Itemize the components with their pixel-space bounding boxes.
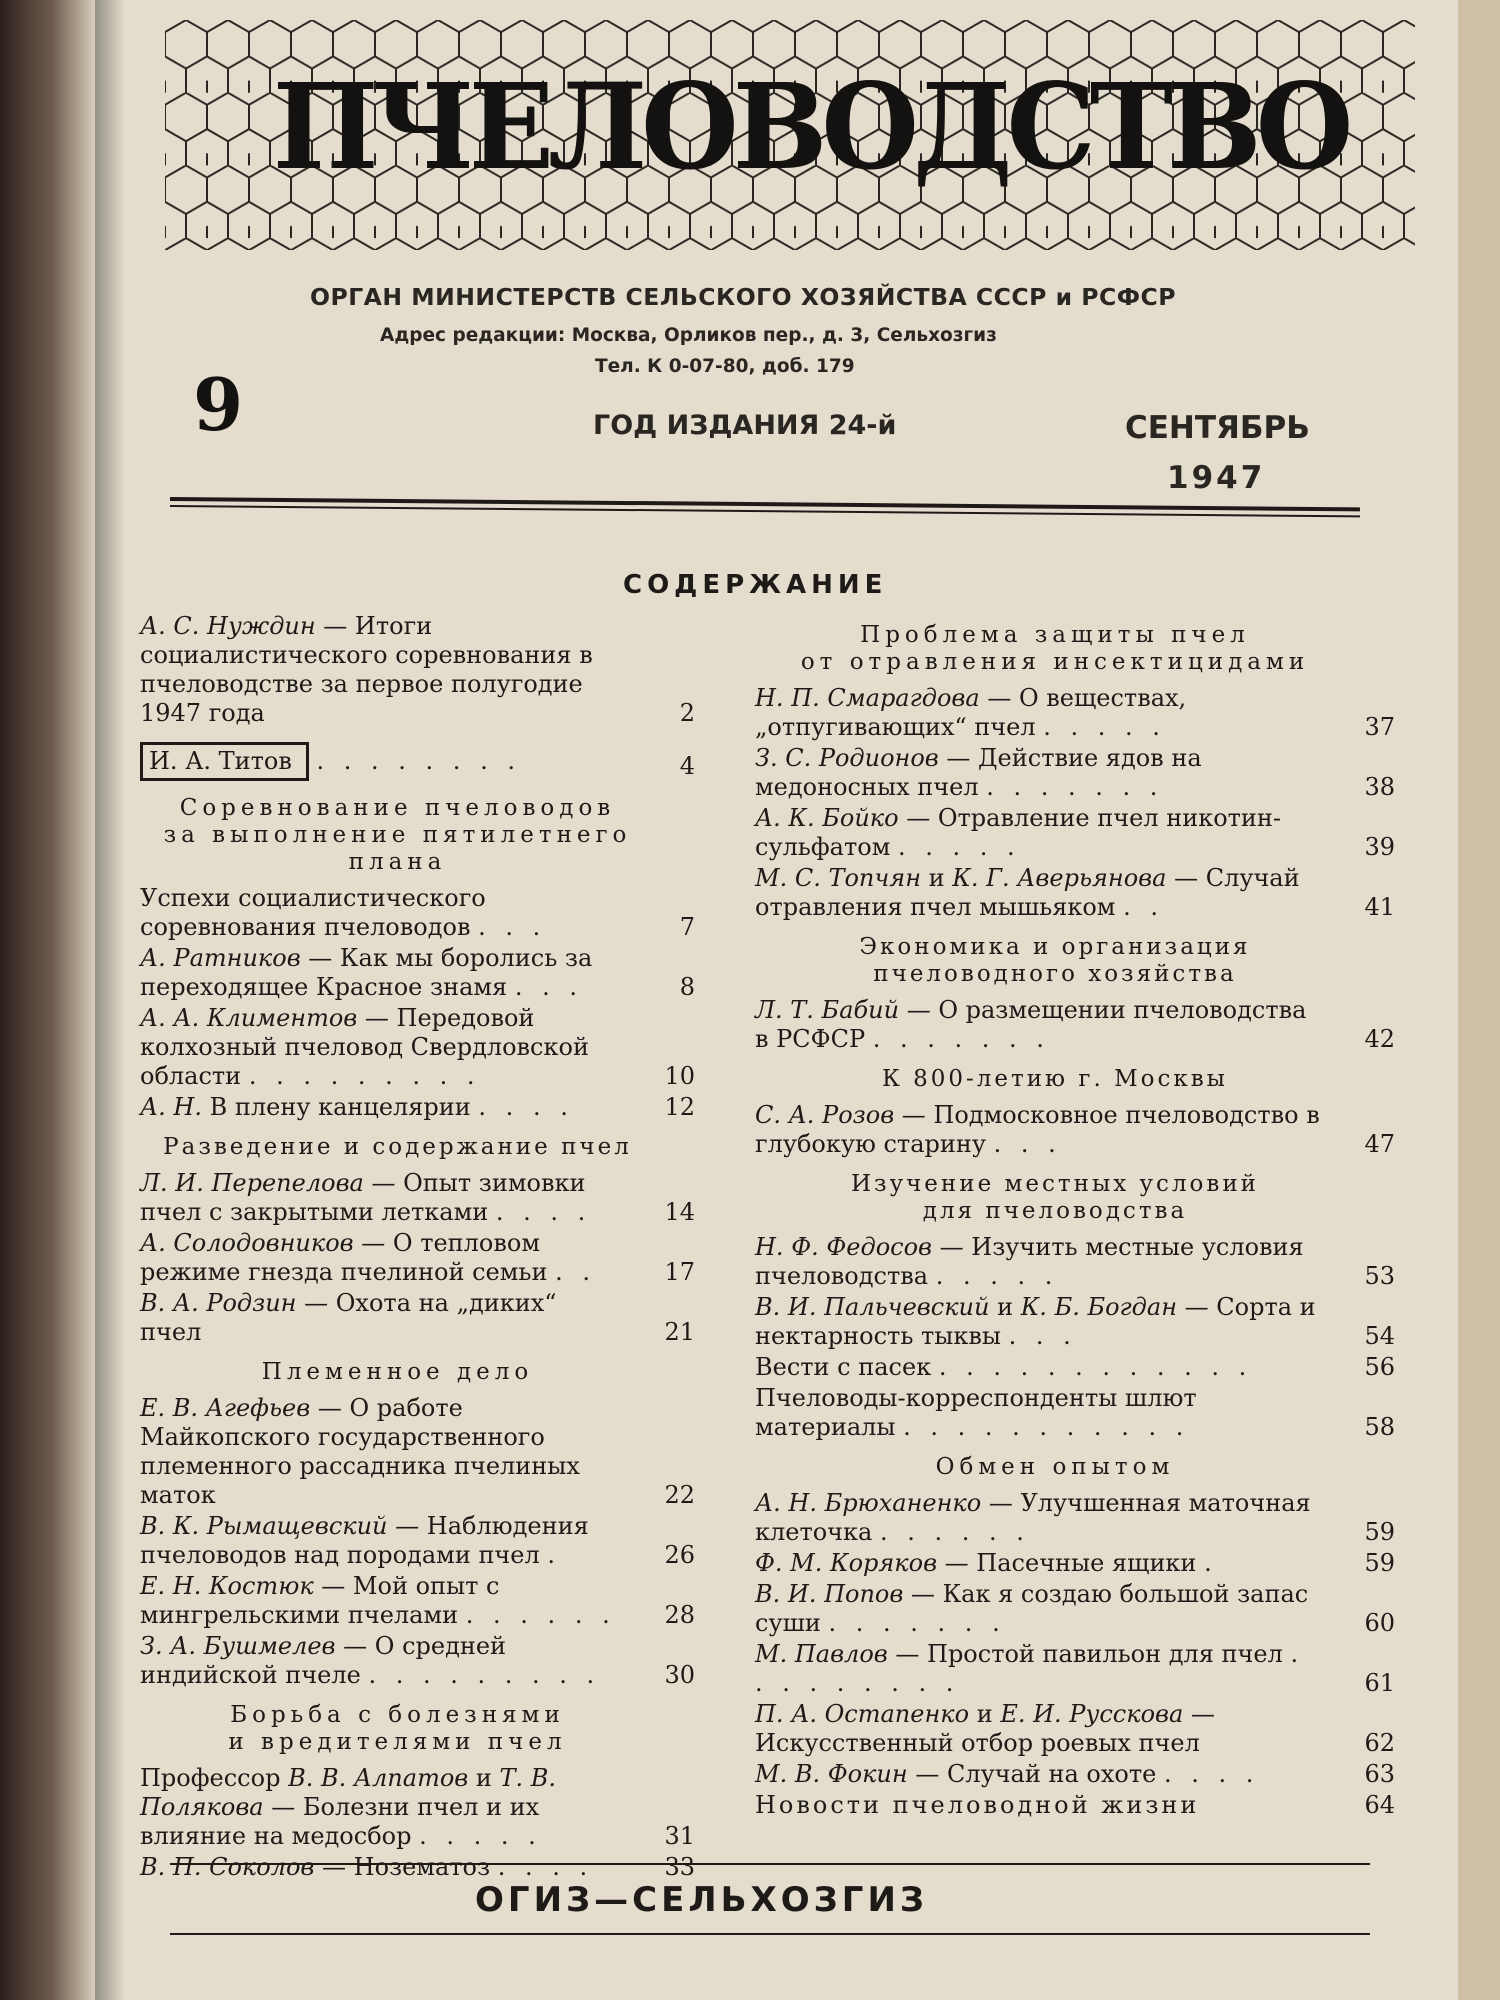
- toc-page: 4: [679, 752, 695, 780]
- page-gutter-shadow: [95, 0, 125, 2000]
- toc-page: 41: [1364, 893, 1395, 921]
- toc-entry[interactable]: М. Павлов — Простой павильон для пчел . . . . . . . . . 61: [755, 1640, 1395, 1697]
- toc-entry[interactable]: З. С. Родионов — Действие ядов на медоносных пчел . . . . . . . 38: [755, 744, 1395, 801]
- toc-page: 37: [1364, 713, 1395, 741]
- publisher-name: ОГИЗ—СЕЛЬХОЗГИЗ: [475, 1880, 929, 1920]
- toc-page: 8: [679, 973, 695, 1001]
- page-edge: [1458, 0, 1500, 2000]
- toc-page: 7: [679, 913, 695, 941]
- toc-entry[interactable]: Е. В. Агефьев — О работе Майкопского государственного племенного рассадника пчелиных маток 22: [140, 1394, 695, 1509]
- toc-page: 59: [1364, 1549, 1395, 1577]
- toc-section-heading: Борьба с болезнями и вредителями пчел: [228, 1702, 567, 1755]
- toc-page: 12: [664, 1093, 695, 1121]
- toc-page: 39: [1364, 833, 1395, 861]
- toc-left-column: [140, 612, 695, 1884]
- toc-page: 17: [664, 1258, 695, 1286]
- toc-entry[interactable]: А. Солодовников — О тепловом режиме гнезда пчелиной семьи . . 17: [140, 1229, 695, 1286]
- toc-title: Успехи социалистического соревнования пчеловодов: [140, 884, 486, 941]
- toc-entry[interactable]: Новости пчеловодной жизни 64: [755, 1791, 1395, 1819]
- toc-entry[interactable]: Вести с пасек . . . . . . . . . . . . 56: [755, 1353, 1395, 1381]
- toc-entry[interactable]: Л. Т. Бабий — О размещении пчеловодства в РСФСР . . . . . . . 42: [755, 996, 1395, 1053]
- issue-number: 9: [193, 362, 244, 447]
- toc-entry[interactable]: А. А. Климентов — Передовой колхозный пчеловод Свердловской области . . . . . . . . . 10: [140, 1004, 695, 1090]
- toc-entry[interactable]: Н. П. Смарагдова — О веществах, „отпугивающих“ пчел . . . . . 37: [755, 684, 1395, 741]
- divider: [170, 1863, 1370, 1865]
- toc-page: 33: [664, 1853, 695, 1881]
- toc-entry[interactable]: [140, 612, 695, 728]
- toc-right-column: [755, 622, 1395, 1822]
- toc-page: 59: [1364, 1518, 1395, 1546]
- toc-page: 14: [664, 1198, 695, 1226]
- editorial-phone: Тел. К 0-07-80, доб. 179: [595, 356, 855, 377]
- toc-entry[interactable]: В. И. Попов — Как я создаю большой запас суши . . . . . . . 60: [755, 1580, 1395, 1637]
- toc-section-heading: Разведение и содержание пчел: [163, 1134, 632, 1160]
- toc-page: 30: [664, 1661, 695, 1689]
- issue-month: СЕНТЯБРЬ: [1125, 410, 1310, 446]
- toc-entry[interactable]: М. С. Топчян и К. Г. Аверьянова — Случай отравления пчел мышьяком . . 41: [755, 864, 1395, 921]
- toc-entry[interactable]: М. В. Фокин — Случай на охоте . . . . 63: [755, 1760, 1395, 1788]
- toc-entry[interactable]: В. К. Рымащевский — Наблюдения пчеловодов над породами пчел . 26: [140, 1512, 695, 1569]
- toc-page: 26: [664, 1541, 695, 1569]
- toc-section-heading: Обмен опытом: [935, 1454, 1175, 1480]
- toc-entry[interactable]: З. А. Бушмелев — О средней индийской пчеле . . . . . . . . . 30: [140, 1632, 695, 1689]
- toc-page: 10: [664, 1062, 695, 1090]
- toc-section-heading: Проблема защиты пчел от отравления инсектицидами: [800, 622, 1310, 675]
- toc-page: 56: [1364, 1353, 1395, 1381]
- toc-entry[interactable]: Успехи социалистического соревнования пчеловодов . . . 7: [140, 884, 695, 941]
- toc-entry[interactable]: В. И. Пальчевский и К. Б. Богдан — Сорта и нектарность тыквы . . . 54: [755, 1293, 1395, 1350]
- book-binding-edge: [0, 0, 95, 2000]
- toc-section-heading: Соревнование пчеловодов за выполнение пятилетнего плана: [163, 795, 632, 875]
- toc-title: — Итоги социалистического соревнования в пчеловодстве за первое полугодие 1947 года: [140, 612, 593, 727]
- toc-entry[interactable]: Профессор В. В. Алпатов и Т. В. Полякова — Болезни пчел и их влияние на медосбор . . . . . 31: [140, 1764, 695, 1850]
- toc-section-heading: К 800-летию г. Москвы: [882, 1066, 1228, 1092]
- toc-entry[interactable]: А. Н. В плену канцелярии . . . . 12: [140, 1093, 695, 1121]
- toc-entry[interactable]: П. А. Остапенко и Е. И. Русскова — Искусственный отбор роевых пчел 62: [755, 1700, 1395, 1757]
- toc-entry[interactable]: А. Ратников — Как мы боролись за переходящее Красное знамя . . . 8: [140, 944, 695, 1001]
- memorial-boxed-name: И. А. Титов: [140, 742, 309, 781]
- contents-heading: СОДЕРЖАНИЕ: [623, 570, 888, 600]
- toc-page: 53: [1364, 1262, 1395, 1290]
- toc-entry[interactable]: А. К. Бойко — Отравление пчел никотин-сульфатом . . . . . 39: [755, 804, 1395, 861]
- toc-page: 61: [1364, 1669, 1395, 1697]
- toc-section-heading: Изучение местных условий для пчеловодства: [850, 1171, 1260, 1224]
- toc-page: 63: [1364, 1760, 1395, 1788]
- toc-page: 21: [664, 1318, 695, 1346]
- journal-page: [95, 0, 1500, 2000]
- toc-section-heading: Племенное дело: [261, 1359, 534, 1385]
- toc-entry[interactable]: Ф. М. Коряков — Пасечные ящики . 59: [755, 1549, 1395, 1577]
- year-of-issue: ГОД ИЗДАНИЯ 24-й: [593, 410, 897, 441]
- toc-page: 62: [1364, 1729, 1395, 1757]
- toc-page: 38: [1364, 773, 1395, 801]
- toc-page: 64: [1364, 1791, 1395, 1819]
- toc-entry[interactable]: Пчеловоды-корреспонденты шлют материалы . . . . . . . . . . . 58: [755, 1384, 1395, 1441]
- toc-page: 47: [1364, 1130, 1395, 1158]
- toc-page: 31: [664, 1822, 695, 1850]
- toc-entry[interactable]: И. А. Титов . . . . . . . . 4: [140, 742, 695, 781]
- divider: [170, 1933, 1370, 1935]
- toc-entry[interactable]: С. А. Розов — Подмосковное пчеловодство в глубокую старину . . . 47: [755, 1101, 1395, 1158]
- toc-entry[interactable]: Н. Ф. Федосов — Изучить местные условия пчеловодства . . . . . 53: [755, 1233, 1395, 1290]
- toc-page: 60: [1364, 1609, 1395, 1637]
- toc-page: 58: [1364, 1413, 1395, 1441]
- toc-page: 54: [1364, 1322, 1395, 1350]
- toc-entry[interactable]: В. П. Соколов — Нозематоз . . . . 33: [140, 1853, 695, 1881]
- toc-page: 2: [679, 699, 695, 727]
- publisher-organ: ОРГАН МИНИСТЕРСТВ СЕЛЬСКОГО ХОЗЯЙСТВА СССР и РСФСР: [310, 283, 1176, 311]
- toc-entry[interactable]: А. Н. Брюханенко — Улучшенная маточная клеточка . . . . . . 59: [755, 1489, 1395, 1546]
- toc-entry[interactable]: Е. Н. Костюк — Мой опыт с мингрельскими пчелами . . . . . . 28: [140, 1572, 695, 1629]
- toc-page: 42: [1364, 1025, 1395, 1053]
- issue-year: 1947: [1167, 460, 1266, 496]
- editorial-address: Адрес редакции: Москва, Орликов пер., д. 3, Сельхозгиз: [380, 325, 997, 346]
- journal-title: ПЧЕЛОВОДСТВО: [272, 58, 1348, 197]
- toc-page: 28: [664, 1601, 695, 1629]
- toc-entry[interactable]: В. А. Родзин — Охота на „диких“ пчел 21: [140, 1289, 695, 1346]
- toc-author: А. С. Нуждин: [140, 612, 316, 640]
- toc-page: 22: [664, 1481, 695, 1509]
- toc-entry[interactable]: Л. И. Перепелова — Опыт зимовки пчел с закрытыми летками . . . . 14: [140, 1169, 695, 1226]
- toc-section-heading: Экономика и организация пчеловодного хозяйства: [859, 934, 1251, 987]
